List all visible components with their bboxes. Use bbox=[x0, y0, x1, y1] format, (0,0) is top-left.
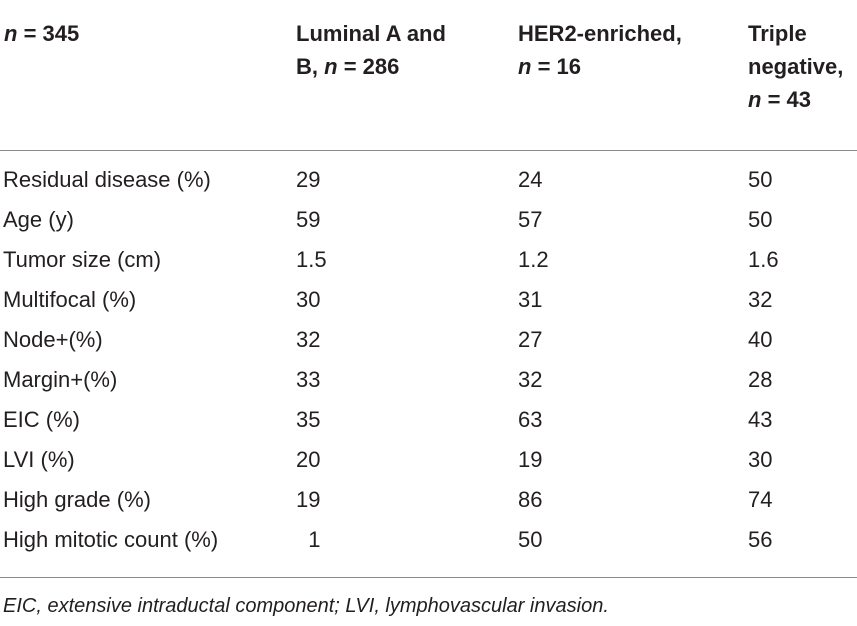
table-row bbox=[0, 400, 857, 440]
row-label: Age (y) bbox=[3, 207, 74, 232]
header-luminal-prefix: B, bbox=[296, 54, 325, 79]
header-divider bbox=[0, 150, 857, 151]
table-row bbox=[0, 440, 857, 480]
cell-triple-negative: 43 bbox=[748, 407, 773, 432]
cell-her2: 86 bbox=[518, 487, 543, 512]
cell-her2: 19 bbox=[518, 447, 543, 472]
table-row bbox=[0, 160, 857, 200]
row-label: High mitotic count (%) bbox=[3, 527, 219, 552]
header-tn-n-symbol: n bbox=[748, 87, 762, 112]
header-her2-line2 bbox=[518, 50, 718, 83]
cell-triple-negative: 32 bbox=[748, 287, 773, 312]
row-label: EIC (%) bbox=[3, 407, 80, 432]
row-label: Tumor size (cm) bbox=[3, 247, 162, 272]
cell-triple-negative: 56 bbox=[748, 527, 773, 552]
cell-her2: 24 bbox=[518, 167, 543, 192]
row-label: Residual disease (%) bbox=[3, 167, 211, 192]
table-row bbox=[0, 520, 857, 560]
cell-triple-negative: 1.6 bbox=[748, 247, 779, 272]
table-row bbox=[0, 240, 857, 280]
cell-triple-negative: 40 bbox=[748, 327, 773, 352]
cell-her2: 1.2 bbox=[518, 247, 549, 272]
table-bottom-rule bbox=[0, 577, 857, 578]
header-luminal-line2 bbox=[296, 50, 486, 83]
cell-her2: 63 bbox=[518, 407, 543, 432]
header-tn-line2: negative, bbox=[748, 54, 844, 79]
header-luminal-line1: Luminal A and bbox=[296, 21, 446, 46]
row-label: LVI (%) bbox=[3, 447, 75, 472]
header-luminal-n-symbol: n bbox=[324, 54, 338, 79]
table-row bbox=[0, 200, 857, 240]
header-cell-her2 bbox=[518, 17, 718, 83]
cell-triple-negative: 50 bbox=[748, 207, 773, 232]
table-row bbox=[0, 280, 857, 320]
header-cell-triple-negative bbox=[748, 17, 853, 116]
cell-luminal: 30 bbox=[296, 287, 321, 312]
cell-luminal: 33 bbox=[296, 367, 321, 392]
cell-her2: 27 bbox=[518, 327, 543, 352]
row-label: High grade (%) bbox=[3, 487, 151, 512]
header-n-value: = 345 bbox=[17, 21, 80, 46]
header-her2-n-symbol: n bbox=[518, 54, 532, 79]
cell-luminal: 59 bbox=[296, 207, 321, 232]
cell-her2: 31 bbox=[518, 287, 543, 312]
header-tn-n-value: = 43 bbox=[761, 87, 811, 112]
header-her2-line1: HER2-enriched, bbox=[518, 21, 682, 46]
cell-triple-negative: 74 bbox=[748, 487, 773, 512]
header-cell-luminal bbox=[296, 17, 486, 83]
cell-triple-negative: 28 bbox=[748, 367, 773, 392]
header-tn-line3 bbox=[748, 83, 853, 116]
row-label: Margin+(%) bbox=[3, 367, 118, 392]
cell-luminal: 35 bbox=[296, 407, 321, 432]
header-luminal-n-value: = 286 bbox=[337, 54, 400, 79]
cell-luminal: 32 bbox=[296, 327, 321, 352]
cell-triple-negative: 50 bbox=[748, 167, 773, 192]
table-row bbox=[0, 480, 857, 520]
cell-luminal: 29 bbox=[296, 167, 321, 192]
table-footnote: EIC, extensive intraductal component; LVI, lymphovascular invasion. bbox=[3, 595, 609, 617]
cell-luminal: 1.5 bbox=[296, 247, 327, 272]
cell-her2: 50 bbox=[518, 527, 543, 552]
cell-triple-negative: 30 bbox=[748, 447, 773, 472]
cell-luminal: 1 bbox=[296, 527, 321, 552]
cell-her2: 32 bbox=[518, 367, 543, 392]
header-her2-n-value: = 16 bbox=[531, 54, 581, 79]
header-n-symbol: n bbox=[4, 21, 18, 46]
table-row bbox=[0, 320, 857, 360]
row-label: Node+(%) bbox=[3, 327, 103, 352]
cell-luminal: 20 bbox=[296, 447, 321, 472]
header-tn-line1: Triple bbox=[748, 21, 807, 46]
header-cell-total bbox=[4, 17, 79, 50]
row-label: Multifocal (%) bbox=[3, 287, 137, 312]
table-row bbox=[0, 360, 857, 400]
cell-luminal: 19 bbox=[296, 487, 321, 512]
cell-her2: 57 bbox=[518, 207, 543, 232]
